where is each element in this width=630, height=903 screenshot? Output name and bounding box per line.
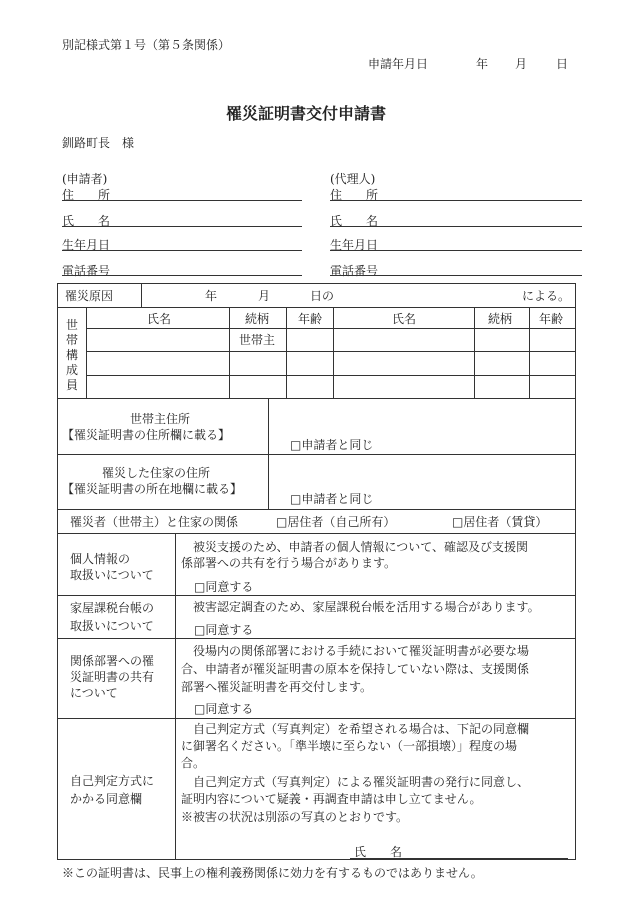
tax-ledger-consent-checkbox[interactable]: □同意する xyxy=(194,623,254,637)
share-text: 役場内の関係部署における手続において罹災証明書が必要な場 xyxy=(181,644,530,658)
row-divider xyxy=(57,638,576,639)
self-judgment-text: 証明内容について疑義・再調査申請は申し立てません。 xyxy=(181,792,482,806)
self-judgment-text: に御署名ください。「準半壊に至らない（一部損壊）」程度の場 xyxy=(181,739,518,753)
self-judgment-label: かかる同意欄 xyxy=(70,792,143,806)
row-divider xyxy=(57,718,576,719)
applicant-address-label: 住 所 xyxy=(62,188,111,202)
col-header-age: 年齢 xyxy=(539,312,564,326)
row-divider xyxy=(57,533,576,534)
share-label: について xyxy=(70,686,118,700)
household-side-label: 世 xyxy=(66,318,79,332)
household-row-divider xyxy=(86,328,576,329)
head-address-same-checkbox[interactable]: □申請者と同じ xyxy=(290,438,374,452)
applicant-name-line[interactable] xyxy=(62,226,302,227)
tax-ledger-label: 家屋課税台帳の xyxy=(70,601,155,615)
applicant-dob-label: 生年月日 xyxy=(62,238,111,252)
signature-line[interactable] xyxy=(350,858,568,859)
applicant-phone-line[interactable] xyxy=(62,275,302,276)
house-address-same-checkbox[interactable]: □申請者と同じ xyxy=(290,492,374,506)
agent-dob-label: 生年月日 xyxy=(330,238,379,252)
row-divider xyxy=(57,454,576,455)
consent-label-divider xyxy=(175,533,176,860)
row-divider xyxy=(57,595,576,596)
head-relation-cell: 世帯主 xyxy=(239,333,276,347)
agent-dob-line[interactable] xyxy=(330,250,582,251)
self-judgment-text: 自己判定方式（写真判定）による罹災証明書の発行に同意し、 xyxy=(181,775,530,789)
signature-label: 氏 名 xyxy=(354,845,403,859)
self-judgment-text: 自己判定方式（写真判定）を希望される場合は、下記の同意欄 xyxy=(181,722,530,736)
household-side-label: 構 xyxy=(66,348,79,362)
row-divider xyxy=(57,509,576,510)
form-number: 別記様式第１号（第５条関係） xyxy=(62,38,231,52)
agent-phone-label: 電話番号 xyxy=(330,264,379,278)
cause-day: 日の xyxy=(310,289,335,303)
relationship-label: 罹災者（世帯主）と住家の関係 xyxy=(70,515,239,529)
addressee: 釧路町長 様 xyxy=(62,136,135,150)
cause-suffix: による。 xyxy=(522,289,571,303)
personal-info-text: 係部署への共有を行う場合があります。 xyxy=(181,556,397,570)
owner-resident-checkbox[interactable]: □居住者（自己所有） xyxy=(276,515,396,529)
footnote: ※この証明書は、民事上の権利義務関係に効力を有するものではありません。 xyxy=(62,866,483,880)
house-address-label: 罹災した住家の住所 xyxy=(102,466,211,480)
row-divider-cause xyxy=(57,307,576,308)
date-year: 年 xyxy=(476,57,489,71)
renter-resident-checkbox[interactable]: □居住者（賃貸） xyxy=(452,515,548,529)
cause-year: 年 xyxy=(205,289,218,303)
col-header-age: 年齢 xyxy=(298,312,323,326)
page-title: 罹災証明書交付申請書 xyxy=(226,104,387,123)
household-side-label: 成 xyxy=(66,363,79,377)
share-text: 部署へ罹災証明書を再交付します。 xyxy=(181,680,373,694)
household-row-divider xyxy=(57,398,576,399)
household-col-divider xyxy=(286,307,287,398)
tax-ledger-text: 被害認定調査のため、家屋課税台帳を活用する場合があります。 xyxy=(181,600,540,614)
applicant-phone-label: 電話番号 xyxy=(62,264,111,278)
agent-phone-line[interactable] xyxy=(330,275,582,276)
applicant-heading: (申請者) xyxy=(62,172,108,186)
household-row-divider xyxy=(86,375,576,376)
applicant-address-line[interactable] xyxy=(62,200,302,201)
col-header-name: 氏名 xyxy=(392,312,417,326)
personal-info-text: 被災支援のため、申請者の個人情報について、確認及び支援関 xyxy=(181,540,529,554)
personal-info-consent-checkbox[interactable]: □同意する xyxy=(194,580,254,594)
self-judgment-text: ※被害の状況は別添の写真のとおりです。 xyxy=(181,810,409,824)
household-side-label: 帯 xyxy=(66,333,79,347)
self-judgment-text: 合。 xyxy=(181,756,206,770)
personal-info-label: 個人情報の xyxy=(70,552,131,566)
household-side-label: 員 xyxy=(66,378,79,392)
date-day: 日 xyxy=(556,57,569,71)
agent-address-line[interactable] xyxy=(330,200,582,201)
household-col-divider xyxy=(529,307,530,398)
agent-name-label: 氏 名 xyxy=(330,214,379,228)
household-col-divider xyxy=(333,307,334,398)
agent-name-line[interactable] xyxy=(330,226,582,227)
col-header-name: 氏名 xyxy=(147,312,172,326)
head-address-note: 【罹災証明書の住所欄に載る】 xyxy=(62,428,231,442)
applicant-name-label: 氏 名 xyxy=(62,214,111,228)
share-text: 合、申請者が罹災証明書の原本を保持していない際は、支援関係 xyxy=(181,662,530,676)
share-label: 関係部署への罹 xyxy=(70,654,155,668)
house-address-note: 【罹災証明書の所在地欄に載る】 xyxy=(62,482,243,496)
cause-label-divider xyxy=(141,283,142,307)
share-label: 災証明書の共有 xyxy=(70,670,155,684)
head-address-label: 世帯主住所 xyxy=(130,412,191,426)
cause-month: 月 xyxy=(258,289,271,303)
household-col-divider xyxy=(474,307,475,398)
agent-heading: (代理人) xyxy=(330,172,376,186)
col-header-relation: 続柄 xyxy=(245,312,270,326)
cause-label: 罹災原因 xyxy=(65,289,114,303)
col-header-relation: 続柄 xyxy=(488,312,513,326)
personal-info-label: 取扱いについて xyxy=(70,568,154,582)
tax-ledger-label: 取扱いについて xyxy=(70,619,154,633)
agent-address-label: 住 所 xyxy=(330,188,379,202)
date-label: 申請年月日 xyxy=(368,57,429,71)
household-row-divider xyxy=(86,351,576,352)
applicant-dob-line[interactable] xyxy=(62,250,302,251)
household-col-divider xyxy=(229,307,230,398)
share-consent-checkbox[interactable]: □同意する xyxy=(194,702,254,716)
self-judgment-label: 自己判定方式に xyxy=(70,774,155,788)
date-month: 月 xyxy=(515,57,528,71)
household-side-divider xyxy=(86,307,87,398)
